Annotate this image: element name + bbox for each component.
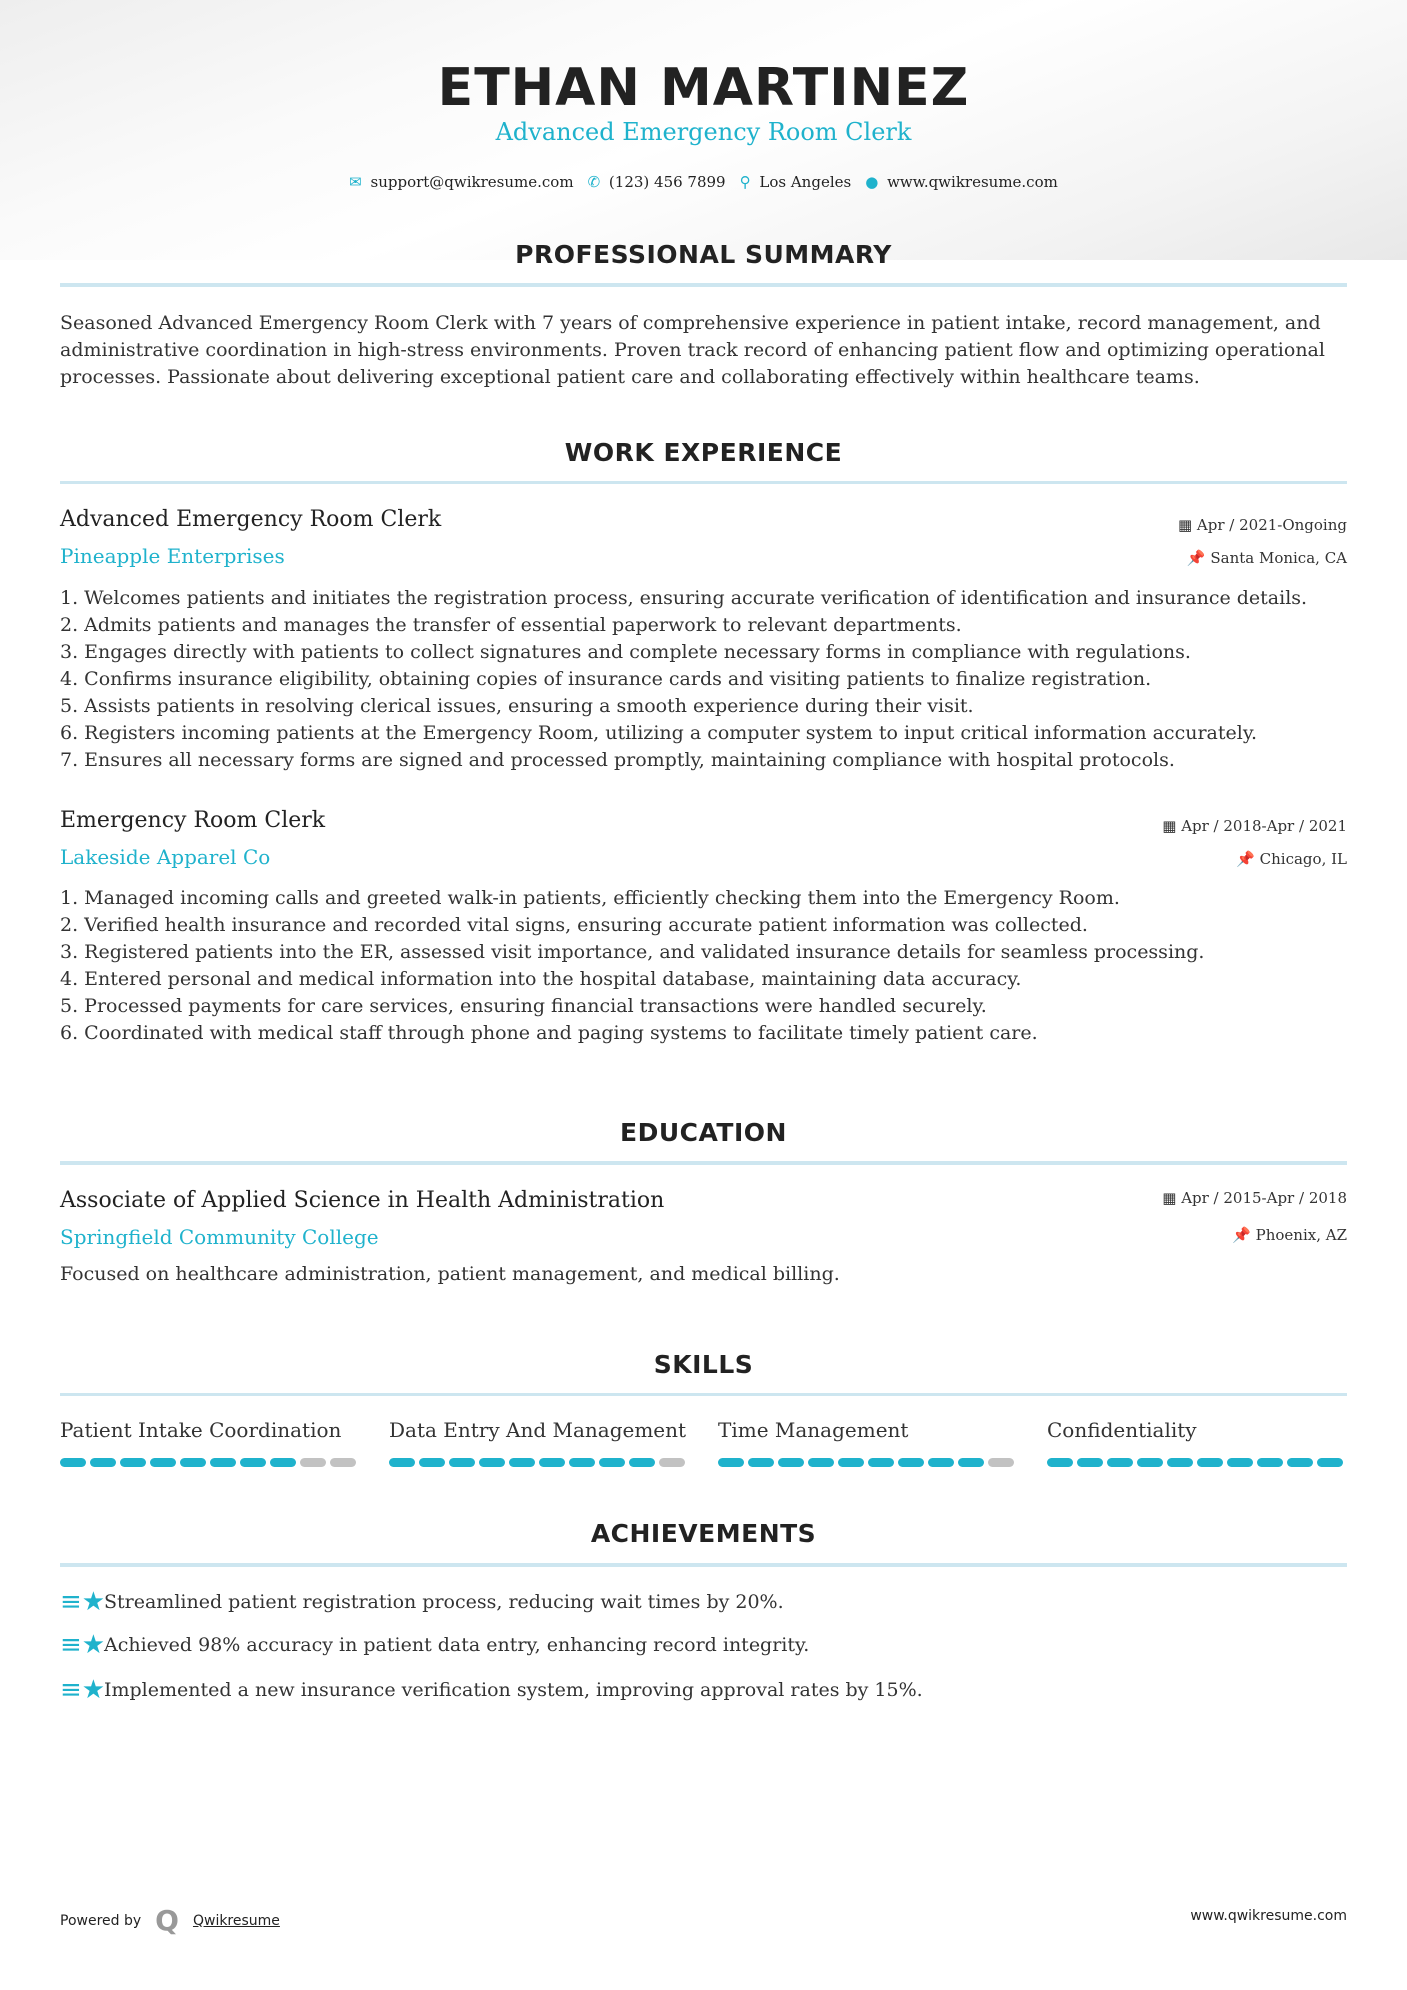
skill-segment [958, 1458, 984, 1467]
job-location [1187, 549, 1347, 567]
map-pin-icon: ⚲ [739, 173, 751, 191]
footer-website[interactable]: www.qwikresume.com [1190, 1908, 1347, 1924]
list-item: 7. Ensures all necessary forms are signed and processed promptly, maintaining compliance with hospital protocols. [60, 749, 1175, 771]
skill-segment [1077, 1458, 1103, 1467]
education-location [1232, 1226, 1347, 1244]
skill-level-bar [718, 1458, 1018, 1467]
skill-segment [868, 1458, 894, 1467]
job-location [1236, 850, 1347, 868]
skill-segment [1047, 1458, 1073, 1467]
skill-segment [1107, 1458, 1133, 1467]
education-description: Focused on healthcare administration, patient management, and medical billing. [60, 1263, 840, 1285]
skill-segment [449, 1458, 475, 1467]
list-item: 5. Assists patients in resolving clerical issues, ensuring a smooth experience during their visit. [60, 695, 974, 717]
skill-segment [778, 1458, 804, 1467]
skill-segment [569, 1458, 595, 1467]
section-divider [60, 1161, 1347, 1165]
job-duties [60, 885, 1350, 1047]
dates-text: Apr / 2021-Ongoing [1196, 516, 1347, 534]
candidate-title: Advanced Emergency Room Clerk [495, 118, 912, 146]
contact-location [740, 173, 852, 191]
contact-phone [588, 173, 726, 191]
skill-item [1047, 1418, 1347, 1467]
skills-heading: SKILLS [653, 1350, 754, 1379]
calendar-icon: ▦ [1162, 1189, 1177, 1207]
list-item: 3. Registered patients into the ER, assessed visit importance, and validated insurance details for seamless processing. [60, 941, 1205, 963]
location-text: Phoenix, AZ [1255, 1226, 1347, 1244]
skill-item [389, 1418, 689, 1467]
list-item: 2. Admits patients and manages the transfer of essential paperwork to relevant departments. [60, 614, 962, 636]
section-divider [60, 481, 1347, 484]
skill-segment [1137, 1458, 1163, 1467]
job-dates [1178, 516, 1347, 534]
pin-icon: 📌 [1236, 850, 1255, 868]
section-divider [60, 1563, 1347, 1567]
skill-segment [1227, 1458, 1253, 1467]
achievement-text: Streamlined patient registration process, reducing wait times by 20%. [104, 1591, 784, 1613]
skill-segment [120, 1458, 146, 1467]
skill-segment [330, 1458, 356, 1467]
phone-icon: ✆ [587, 173, 601, 191]
star-icon: ≡★ [60, 1675, 106, 1705]
skill-name: Data Entry And Management [389, 1418, 687, 1442]
calendar-icon: ▦ [1177, 516, 1193, 534]
powered-by-label: Powered by [60, 1912, 142, 1929]
job-title: Advanced Emergency Room Clerk [60, 507, 442, 532]
experience-heading: WORK EXPERIENCE [564, 438, 843, 467]
achievement-item [60, 1630, 809, 1660]
website-text: www.qwikresume.com [887, 173, 1058, 191]
skill-segment [629, 1458, 655, 1467]
list-item: 6. Coordinated with medical staff through phone and paging systems to facilitate timely patient care. [60, 1022, 1038, 1044]
location-text: Chicago, IL [1259, 850, 1347, 868]
skill-segment [300, 1458, 326, 1467]
skill-segment [838, 1458, 864, 1467]
skill-segment [659, 1458, 685, 1467]
skill-segment [270, 1458, 296, 1467]
section-divider [60, 1393, 1347, 1396]
calendar-icon: ▦ [1162, 817, 1177, 835]
pin-icon: 📌 [1186, 549, 1206, 567]
contact-website[interactable] [865, 173, 1058, 191]
list-item: 3. Engages directly with patients to collect signatures and complete necessary forms in compliance with regulations. [60, 641, 1191, 663]
summary-heading: PROFESSIONAL SUMMARY [515, 240, 892, 269]
list-item: 1. Welcomes patients and initiates the registration process, ensuring accurate verification of identification and insurance details. [60, 587, 1308, 609]
footer-powered [60, 1904, 280, 1937]
job-dates [1162, 817, 1347, 835]
email-text: support@qwikresume.com [370, 173, 574, 191]
skill-segment [419, 1458, 445, 1467]
skill-segment [718, 1458, 744, 1467]
qwikresume-logo-icon: Q [155, 1904, 179, 1937]
location-text: Los Angeles [759, 173, 852, 191]
pin-icon: 📌 [1232, 1226, 1251, 1244]
skill-segment [1197, 1458, 1223, 1467]
skill-segment [240, 1458, 266, 1467]
education-dates [1162, 1189, 1347, 1207]
dates-text: Apr / 2015-Apr / 2018 [1181, 1189, 1347, 1207]
dates-text: Apr / 2018-Apr / 2021 [1181, 817, 1347, 835]
skill-segment [1167, 1458, 1193, 1467]
skill-segment [1257, 1458, 1283, 1467]
skill-segment [389, 1458, 415, 1467]
skill-segment [210, 1458, 236, 1467]
list-item: 1. Managed incoming calls and greeted walk-in patients, efficiently checking them into the Emergency Room. [60, 887, 1120, 909]
job-duties [60, 585, 1350, 774]
skill-segment [748, 1458, 774, 1467]
achievement-text: Achieved 98% accuracy in patient data entry, enhancing record integrity. [104, 1634, 810, 1656]
job-company: Pineapple Enterprises [60, 544, 285, 568]
candidate-name: ETHAN MARTINEZ [437, 58, 970, 118]
skill-level-bar [389, 1458, 689, 1467]
list-item: 2. Verified health insurance and recorded vital signs, ensuring accurate patient information was collected. [60, 914, 1088, 936]
skill-segment [1317, 1458, 1343, 1467]
skill-segment [150, 1458, 176, 1467]
list-item: 4. Entered personal and medical information into the hospital database, maintaining data accuracy. [60, 968, 1022, 990]
skill-segment [928, 1458, 954, 1467]
contact-bar [0, 173, 1407, 191]
skill-segment [988, 1458, 1014, 1467]
skill-segment [509, 1458, 535, 1467]
skill-segment [808, 1458, 834, 1467]
envelope-icon: ✉ [349, 173, 362, 191]
skill-segment [180, 1458, 206, 1467]
skill-segment [599, 1458, 625, 1467]
job-company: Lakeside Apparel Co [60, 845, 271, 869]
achievement-item [60, 1675, 923, 1705]
achievement-item [60, 1587, 784, 1617]
skill-level-bar [1047, 1458, 1347, 1467]
skill-level-bar [60, 1458, 360, 1467]
contact-email[interactable] [349, 173, 573, 191]
school: Springfield Community College [60, 1225, 379, 1249]
skill-segment [539, 1458, 565, 1467]
degree: Associate of Applied Science in Health Administration [60, 1188, 665, 1213]
list-item: 6. Registers incoming patients at the Emergency Room, utilizing a computer system to input critical information accurately. [60, 722, 1258, 744]
list-item: 4. Confirms insurance eligibility, obtaining copies of insurance cards and visiting patients to finalize registration. [60, 668, 1152, 690]
education-heading: EDUCATION [620, 1118, 787, 1147]
skill-segment [60, 1458, 86, 1467]
skill-item [60, 1418, 360, 1467]
skill-item [718, 1418, 1018, 1467]
skill-segment [1287, 1458, 1313, 1467]
list-item: 5. Processed payments for care services, ensuring financial transactions were handled securely. [60, 995, 987, 1017]
skill-name: Patient Intake Coordination [60, 1418, 342, 1442]
globe-icon: ● [865, 173, 879, 191]
achievements-heading: ACHIEVEMENTS [590, 1519, 817, 1548]
skills-list [60, 1418, 1347, 1467]
phone-text: (123) 456 7899 [608, 173, 726, 191]
skill-segment [479, 1458, 505, 1467]
skill-segment [90, 1458, 116, 1467]
location-text: Santa Monica, CA [1210, 549, 1347, 567]
brand-link[interactable]: Qwikresume [192, 1912, 280, 1929]
section-divider [60, 283, 1347, 287]
skill-name: Confidentiality [1047, 1418, 1197, 1442]
summary-text: Seasoned Advanced Emergency Room Clerk with 7 years of comprehensive experience in patient intake, record management, and administrative coordination in high-stress environments. Proven track record of enhancing patient flow and optimizing operational processes. Passionate about delivering exceptional patient care and collaborating effectively within healthcare teams. [60, 312, 1325, 388]
skill-segment [898, 1458, 924, 1467]
skill-name: Time Management [718, 1418, 909, 1442]
job-title: Emergency Room Clerk [60, 808, 326, 833]
star-icon: ≡★ [60, 1587, 106, 1617]
achievement-text: Implemented a new insurance verification system, improving approval rates by 15%. [104, 1679, 923, 1701]
star-icon: ≡★ [60, 1630, 106, 1660]
